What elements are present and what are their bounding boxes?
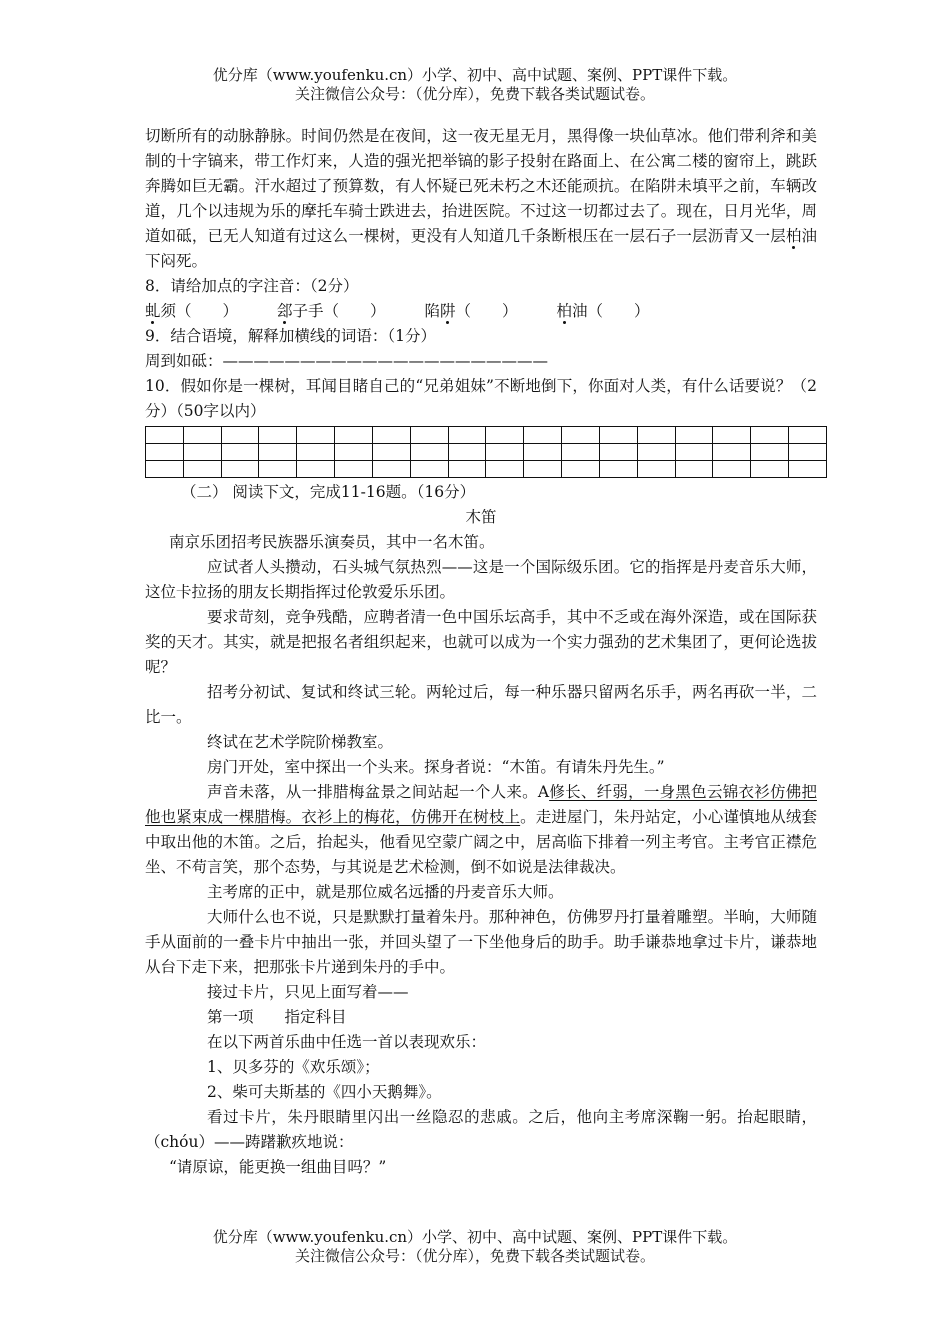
story-p6-underlined: 修长、纤弱，一身黑色云锦衣衫仿佛把他也紧束成一棵腊梅。衣衫上的梅花，仿佛开在树枝上 bbox=[145, 783, 817, 826]
q10-title: 10．假如你是一棵树，耳闻目睹自己的“兄弟姐妹”不断地倒下，你面对人类，有什么话要说？（2分）（50字以内） bbox=[145, 377, 817, 420]
story-paragraph-10: 第一项 指定科目 bbox=[207, 1008, 347, 1026]
story-paragraph-3: 招考分初试、复试和终试三轮。两轮过后，每一种乐器只留两名乐手，两名再砍一半，二比一。 bbox=[145, 683, 817, 726]
q8-items bbox=[145, 299, 817, 324]
answer-grid[interactable] bbox=[145, 426, 827, 478]
page-header bbox=[0, 66, 950, 104]
story-intro: 南京乐团招考民族器乐演奏员，其中一名木笛。 bbox=[169, 533, 495, 551]
q8-item-2: 郐子手（ ） bbox=[276, 302, 386, 320]
story-paragraph-14: 看过卡片，朱丹眼睛里闪出一丝隐忍的悲戚。之后，他向主考席深鞠一躬。抬起眼睛，（chóu）——踌躇歉疚地说： bbox=[145, 1108, 817, 1151]
story-paragraph-5: 房门开处，室中探出一个头来。探身者说：“木笛。有请朱丹先生。” bbox=[207, 758, 665, 776]
story-paragraph-1: 应试者人头攒动，石头城气氛热烈——这是一个国际级乐团。它的指挥是丹麦音乐大师，这位卡拉扬的朋友长期指挥过伦敦爱乐乐团。 bbox=[145, 558, 817, 601]
q8-title: 8．请给加点的字注音：（2分） bbox=[145, 277, 359, 295]
grid-row bbox=[146, 444, 827, 461]
footer-line-1: 优分库（www.youfenku.cn）小学、初中、高中试题、案例、PPT课件下载。 bbox=[212, 1228, 738, 1246]
q8-item-1-dot: 虬 bbox=[145, 302, 161, 320]
q8-item-3: 陷阱（ ） bbox=[424, 302, 518, 320]
story-p6-text-a: 声音未落，从一排腊梅盆景之间站起一个人来。A bbox=[207, 783, 550, 801]
header-line-1: 优分库（www.youfenku.cn）小学、初中、高中试题、案例、PPT课件下载。 bbox=[212, 66, 738, 84]
story-paragraph-2: 要求苛刻，竞争残酷，应聘者清一色中国乐坛高手，其中不乏或在海外深造，或在国际获奖的天才。其实，就是把报名者组织起来，也就可以成为一个实力强劲的艺术集团了，更何论选拔呢？ bbox=[145, 608, 817, 676]
q9-title: 9．结合语境，解释加横线的词语：（1分） bbox=[145, 327, 436, 345]
story-paragraph-6 bbox=[145, 780, 817, 880]
passage1-text-a: 切断所有的动脉静脉。时间仍然是在夜间，这一夜无星无月，黑得像一块仙草冰。他们带利斧和美制的十字镐来，带工作灯来，人造的强光把举镐的影子投射在路面上、在公寓二楼的窗帘上，跳跃奔腾如巨无霸。汗水超过了预算数，有人怀疑已死未朽之木还能顽抗。在陷阱未填平之前，车辆改道，几个以违规为乐的摩托车骑士跌进去，抬进医院。不过这一切都过去了。现在，日月光华，周道如砥，已无人知道有过这么一棵树，更没有人知道几千条断根压在一层石子一层沥青又一层 bbox=[145, 127, 817, 245]
q8-item-4: 柏油（ ） bbox=[556, 302, 650, 320]
q8-item-4-dot: 柏 bbox=[556, 302, 572, 320]
grid-row bbox=[146, 427, 827, 444]
section2-heading: （二） 阅读下文，完成11-16题。（16分） bbox=[181, 483, 476, 501]
story-paragraph-13: 2、柴可夫斯基的《四小天鹅舞》。 bbox=[207, 1083, 442, 1101]
story-paragraph-11: 在以下两首乐曲中任选一首以表现欢乐： bbox=[207, 1033, 487, 1051]
story-paragraph-7: 主考席的正中，就是那位威名远播的丹麦音乐大师。 bbox=[207, 883, 564, 901]
story-paragraph-12: 1、贝多芬的《欢乐颂》； bbox=[207, 1058, 380, 1076]
story-p6-text-b: 。走进屋门，朱丹站定，小心谨慎地从绒套中取出他的木笛。之后，抬起头，他看见空蒙广阔之中，居高临下排着一列主考官。主考官正襟危坐、不苟言笑，那个态势，与其说是艺术检测，倒不如说是法律裁决。 bbox=[145, 808, 817, 876]
passage1-text-b: 油下闷死。 bbox=[145, 227, 817, 270]
q8-item-3-dot: 阱 bbox=[439, 302, 456, 320]
q9-answer-line: 周到如砥：————————————————————— bbox=[145, 352, 549, 370]
q8-item-2-dot: 郐 bbox=[276, 302, 293, 320]
story-paragraph-8: 大师什么也不说，只是默默打量着朱丹。那种神色，仿佛罗丹打量着雕塑。半晌，大师随手从面前的一叠卡片中抽出一张，并回头望了一下坐他身后的助手。助手谦恭地拿过卡片，谦恭地从台下走下来，把那张卡片递到朱丹的手中。 bbox=[145, 908, 817, 976]
header-line-2: 关注微信公众号：（优分库），免费下载各类试题试卷。 bbox=[294, 85, 655, 103]
grid-row bbox=[146, 461, 827, 478]
story-paragraph-9: 接过卡片，只见上面写着—— bbox=[207, 983, 409, 1001]
footer-line-2: 关注微信公众号：（优分库），免费下载各类试题试卷。 bbox=[294, 1247, 655, 1265]
story-title: 木笛 bbox=[465, 508, 497, 526]
story-paragraph-15: “请原谅，能更换一组曲目吗？” bbox=[169, 1158, 387, 1176]
story-paragraph-4: 终试在艺术学院阶梯教室。 bbox=[207, 733, 394, 751]
passage1-paragraph bbox=[145, 124, 817, 274]
page-footer bbox=[0, 1228, 950, 1266]
q8-item-1: 虬须（ ） bbox=[145, 302, 239, 320]
passage1-dotted-char: 柏 bbox=[785, 227, 802, 245]
document-body bbox=[145, 124, 817, 1180]
